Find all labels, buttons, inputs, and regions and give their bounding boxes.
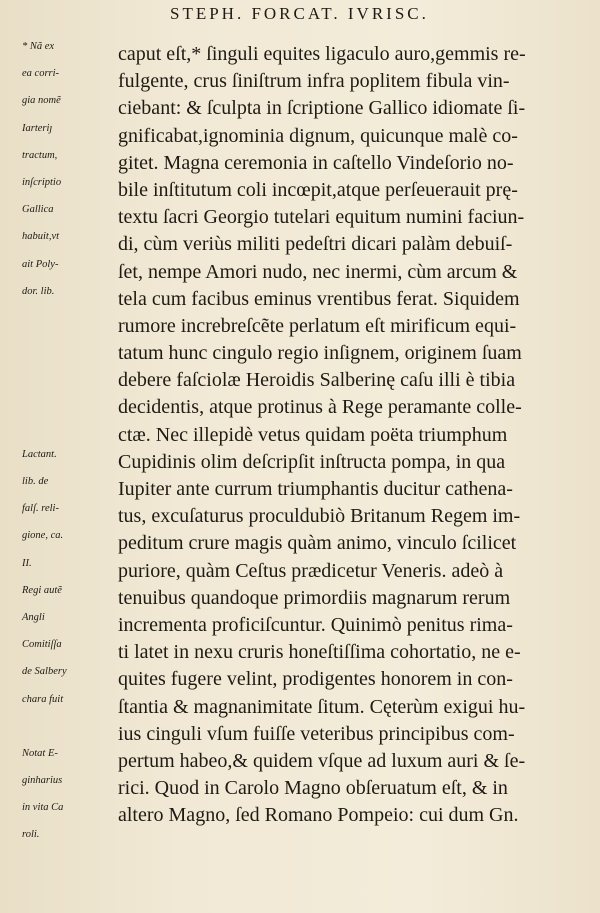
body-line: tenuibus quandoque primordiis magnarum rerum (118, 586, 511, 609)
text-row (0, 367, 600, 394)
text-row (0, 95, 600, 122)
text-row (0, 41, 600, 68)
text-row (0, 313, 600, 340)
marginal-note: gia nomẽ (22, 95, 61, 107)
body-line: gitet. Magna ceremonia in caſtello Vindeſorio no- (118, 151, 514, 174)
marginal-note: dor. lib. (22, 285, 55, 297)
marginal-note: in vita Ca (22, 802, 64, 814)
text-row (0, 68, 600, 95)
text-row (0, 721, 600, 748)
body-line: textu ſacri Georgio tutelari equitum numini faciun- (118, 206, 525, 229)
marginal-note: roli. (22, 829, 40, 841)
text-row (0, 340, 600, 367)
marginal-note: Comitiſſa (22, 639, 62, 651)
marginal-note: Angli (22, 611, 45, 623)
marginal-note: Iarteriȷ (22, 122, 53, 134)
text-row (0, 802, 600, 829)
text-row (0, 503, 600, 530)
body-line: incrementa proficiſcuntur. Quinimò penitus rima- (118, 613, 513, 636)
body-line: ciebant: & ſculpta in ſcriptione Gallico idiomate ſi- (118, 97, 526, 120)
marginal-note: inſcriptio (22, 176, 62, 188)
body-line: ius cinguli vſum fuiſſe veteribus principibus com- (118, 722, 515, 745)
text-row (0, 775, 600, 802)
marginal-note: II. (22, 557, 32, 569)
running-header: STEPH. FORCAT. IVRISC. (170, 4, 429, 23)
text-row (0, 585, 600, 612)
marginal-note: gione, ca. (22, 530, 64, 542)
body-line: peditum crure magis quàm animo, vinculo ſcilicet (118, 532, 517, 555)
text-row (0, 422, 600, 449)
body-line: pertum habeo,& quidem vſque ad luxum auri & ſe- (118, 749, 526, 772)
body-line: tatum hunc cingulo regio inſignem, originem ſuam (118, 342, 522, 365)
marginal-note: de Salbery (22, 666, 67, 678)
text-row (0, 259, 600, 286)
body-line: tela cum facibus eminus vrentibus ferat. Siquidem (118, 287, 520, 310)
body-line: ctæ. Nec illepidè vetus quidam poëta triumphum (118, 423, 508, 446)
text-row (0, 558, 600, 585)
body-line: Cupidinis olim deſcripſit inſtructa pompa, in qua (118, 450, 506, 473)
body-line: ſtantia & magnanimitate ſitum. Cęterùm exigui hu- (118, 695, 526, 718)
text-row (0, 204, 600, 231)
body-line: rici. Quod in Carolo Magno obſeruatum eſt, & in (118, 777, 508, 800)
body-line: puriore, quàm Ceſtus prædicetur Veneris. adeò à (118, 559, 504, 582)
body-line: fulgente, crus ſiniſtrum infra poplitem fibula vin- (118, 70, 510, 93)
body-line: decidentis, atque protinus à Rege peramante colle- (118, 396, 522, 419)
text-row (0, 394, 600, 421)
marginal-note: Regi autẽ (22, 584, 62, 596)
text-row (0, 694, 600, 721)
text-row (0, 231, 600, 258)
marginal-note: ait Poly- (22, 258, 59, 270)
marginal-note: Notat E- (22, 747, 58, 759)
text-row (0, 150, 600, 177)
body-line: ſet, nempe Amori nudo, nec inermi, cùm arcum & (118, 260, 518, 283)
text-row (0, 829, 600, 856)
body-line: di, cùm veriùs militi pedeſtri dicari palàm debuiſ- (118, 233, 513, 256)
body-line: bile inſtitutum coli incœpit,atque perſeuerauit prę- (118, 178, 518, 201)
text-row (0, 449, 600, 476)
marginal-note: * Nã ex (22, 41, 55, 52)
marginal-note: tractum, (22, 149, 58, 161)
marginal-note: lib. de (22, 476, 49, 487)
body-line: rumore increbreſcẽte perlatum eſt mirificum equi- (118, 314, 517, 337)
text-row (0, 286, 600, 313)
marginal-note: Gallica (22, 204, 54, 216)
body-line: quites fugere velint, prodigentes honorem in con- (118, 668, 513, 691)
body-line: altero Magno, ſed Romano Pompeio: cui dum Gn. (118, 804, 519, 827)
body-line: Iupiter ante currum triumphantis ducitur cathena- (118, 478, 513, 500)
body-line: debere faſciolæ Heroidis Salberinę caſu illi è tibia (118, 369, 516, 392)
text-row (0, 530, 600, 557)
marginal-note: ea corri- (22, 68, 60, 80)
body-line: gnificabat,ignominia dignum, quicunque malè co- (118, 124, 518, 147)
marginal-note: habuit,vt (22, 231, 60, 243)
marginal-note: falſ. reli- (22, 503, 59, 515)
marginal-note: Lactant. (22, 448, 57, 460)
marginal-note: ginharius (22, 775, 63, 787)
text-row (0, 177, 600, 204)
body-line: tus, excuſaturus proculdubiò Britanum Regem im- (118, 505, 521, 528)
text-row (0, 666, 600, 693)
text-row (0, 748, 600, 775)
text-row (0, 476, 600, 503)
text-row (0, 612, 600, 639)
text-row (0, 123, 600, 150)
body-line: ti latet in nexu cruris honeſtiſſima cohortatio, ne e- (118, 641, 521, 664)
text-block (0, 41, 600, 857)
text-row (0, 639, 600, 666)
marginal-note: chara fuit (22, 693, 64, 705)
body-line: caput eſt,* ſinguli equites ligaculo auro,gemmis re- (118, 43, 526, 65)
